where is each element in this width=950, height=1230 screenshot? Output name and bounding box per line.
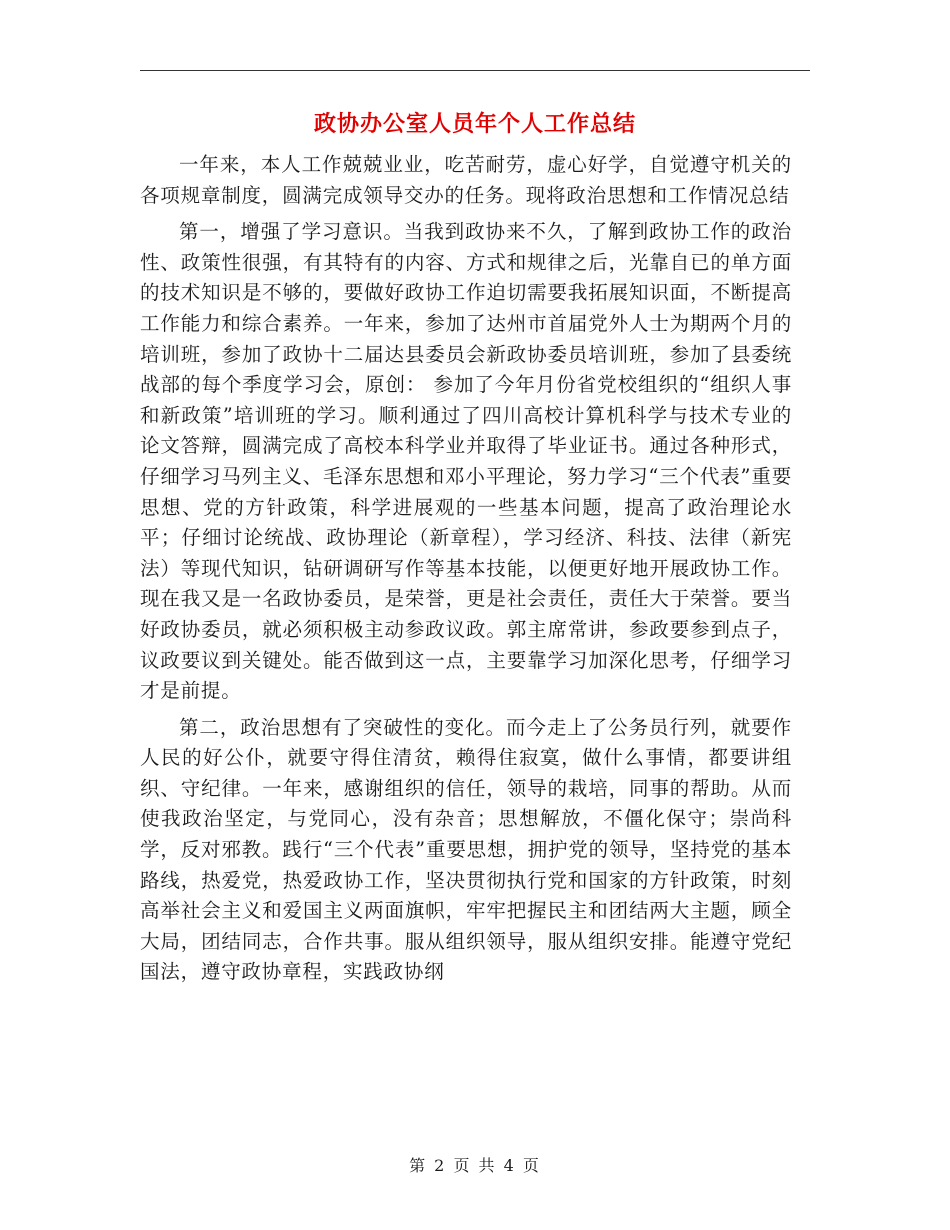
document-title: 政协办公室人员年个人工作总结 bbox=[313, 111, 636, 137]
document-body bbox=[140, 150, 792, 994]
paragraph-first: 第一，增强了学习意识。当我到政协来不久，了解到政协工作的政治性、政策性很强，有其特有的内容、方式和规律之后，光靠自已的单方面的技术知识是不够的，要做好政协工作迫切需要我拓展知识面，不断提高工作能力和综合素养。一年来，参加了达州市首届党外人士为期两个月的培训班，参加了政协十二届达县委员会新政协委员培训班，参加了县委统战部的每个季度学习会，原创： 参加了今年月份省党校组织的“组织人事和新政策”培训班的学习。顺利通过了四川高校计算机科学与技术专业的论文答辩，圆满完成了高校本科学业并取得了毕业证书。通过各种形式，仔细学习马列主义、毛泽东思想和邓小平理论，努力学习“三个代表”重要思想、党的方针政策，科学进展观的一些基本问题，提高了政治理论水平；仔细讨论统战、政协理论（新章程），学习经济、科技、法律（新宪法）等现代知识，钻研调研写作等基本技能，以便更好地开展政协工作。现在我又是一名政协委员，是荣誉，更是社会责任，责任大于荣誉。要当好政协委员，就必须积极主动参政议政。郭主席常讲，参政要参到点子，议政要议到关键处。能否做到这一点，主要靠学习加深化思考，仔细学习才是前提。 bbox=[140, 220, 792, 703]
page-number: 第 2 页 共 4 页 bbox=[409, 1156, 541, 1175]
paragraph-second: 第二，政治思想有了突破性的变化。而今走上了公务员行列，就要作人民的好公仆，就要守得住清贫，赖得住寂寞，做什么事情，都要讲组织、守纪律。一年来，感谢组织的信任，领导的栽培，同事的帮助。从而使我政治坚定，与党同心，没有杂音；思想解放，不僵化保守；崇尚科学，反对邪教。践行“三个代表”重要思想，拥护党的领导，坚持党的基本路线，热爱党，热爱政协工作，坚决贯彻执行党和国家的方针政策，时刻高举社会主义和爱国主义两面旗帜，牢牢把握民主和团结两大主题，顾全大局，团结同志，合作共事。服从组织领导，服从组织安排。能遵守党纪国法，遵守政协章程，实践政协纲 bbox=[140, 715, 792, 984]
header-rule bbox=[140, 70, 810, 71]
paragraph-intro: 一年来，本人工作兢兢业业，吃苦耐劳，虚心好学，自觉遵守机关的各项规章制度，圆满完成领导交办的任务。现将政治思想和工作情况总结 bbox=[140, 153, 792, 207]
